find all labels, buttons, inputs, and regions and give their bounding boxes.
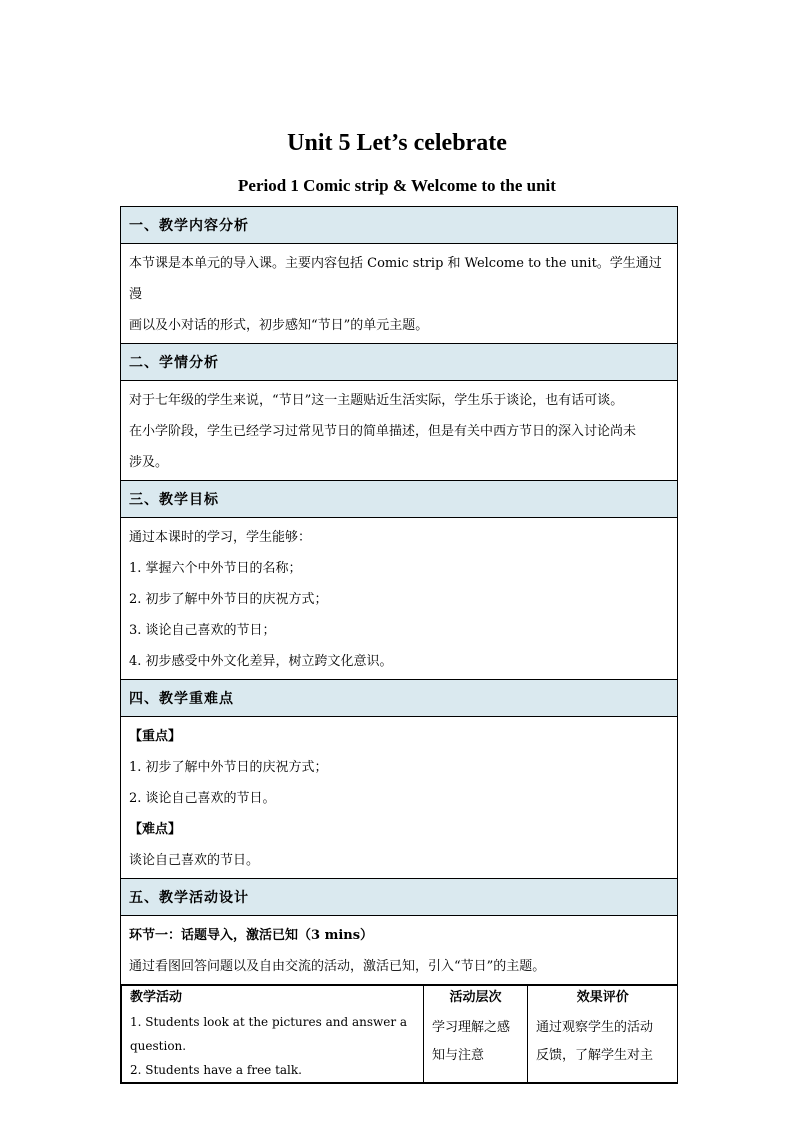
section-heading-key-difficult-points: 四、教学重难点	[121, 680, 678, 717]
section-body-content-analysis	[121, 244, 678, 344]
stage-one-description	[121, 916, 678, 985]
lesson-plan-table	[120, 206, 678, 1084]
activity-line: 1. Students look at the pictures and answer a	[130, 1015, 408, 1029]
text-line: 对于七年级的学生来说，“节日”这一主题贴近生活实际，学生乐于谈论，也有话可谈。	[129, 393, 624, 408]
text-line: 画以及小对话的形式，初步感知“节日”的单元主题。	[129, 318, 429, 333]
activity-table	[121, 985, 678, 1083]
objective-item: 3. 谈论自己喜欢的节日；	[129, 623, 276, 638]
level-column	[424, 986, 528, 1083]
level-line: 知与注意	[432, 1048, 485, 1063]
objective-item: 1. 掌握六个中外节日的名称；	[129, 561, 302, 576]
section-heading-learner-analysis: 二、学情分析	[121, 344, 678, 381]
objective-item: 2. 初步了解中外节日的庆祝方式；	[129, 592, 328, 607]
stage-title: 环节一：话题导入，激活已知（3 mins）	[129, 928, 374, 943]
section-body-learner-analysis	[121, 381, 678, 481]
section-body-objectives	[121, 518, 678, 680]
difficult-points-label: 【难点】	[129, 822, 182, 837]
level-line: 学习理解之感	[432, 1020, 511, 1035]
column-header-evaluation: 效果评价	[576, 990, 629, 1005]
activity-line: 2. Students have a free talk.	[130, 1063, 302, 1077]
activity-column	[122, 986, 424, 1083]
page-subtitle: Period 1 Comic strip & Welcome to the unit	[238, 176, 556, 195]
key-point-item: 2. 谈论自己喜欢的节日。	[129, 791, 276, 806]
text-line: 涉及。	[129, 455, 169, 470]
section-heading-content-analysis: 一、教学内容分析	[121, 207, 678, 244]
activity-table-cell	[121, 985, 678, 1084]
objective-item: 4. 初步感受中外文化差异，树立跨文化意识。	[129, 654, 393, 669]
text-line: 在小学阶段，学生已经学习过常见节日的简单描述，但是有关中西方节日的深入讨论尚未	[129, 424, 637, 439]
page-title: Unit 5 Let’s celebrate	[287, 130, 507, 156]
text-line: 本节课是本单元的导入课。主要内容包括 Comic strip 和 Welcome to the unit。学生通过漫	[129, 256, 662, 302]
text-line: 通过本课时的学习，学生能够：	[129, 530, 312, 545]
column-header-activity: 教学活动	[130, 990, 183, 1005]
column-header-level: 活动层次	[449, 990, 502, 1005]
activity-line: question.	[130, 1039, 187, 1053]
evaluation-column	[528, 986, 678, 1083]
evaluation-line: 反馈，了解学生对主	[536, 1048, 654, 1063]
difficult-point-item: 谈论自己喜欢的节日。	[129, 853, 260, 868]
section-heading-objectives: 三、教学目标	[121, 481, 678, 518]
evaluation-line: 通过观察学生的活动	[536, 1020, 654, 1035]
key-point-item: 1. 初步了解中外节日的庆祝方式；	[129, 760, 328, 775]
key-points-label: 【重点】	[129, 729, 182, 744]
section-heading-activity-design: 五、教学活动设计	[121, 879, 678, 916]
stage-desc: 通过看图回答问题以及自由交流的活动，激活已知，引入“节日”的主题。	[129, 959, 546, 974]
section-body-key-difficult-points	[121, 717, 678, 879]
